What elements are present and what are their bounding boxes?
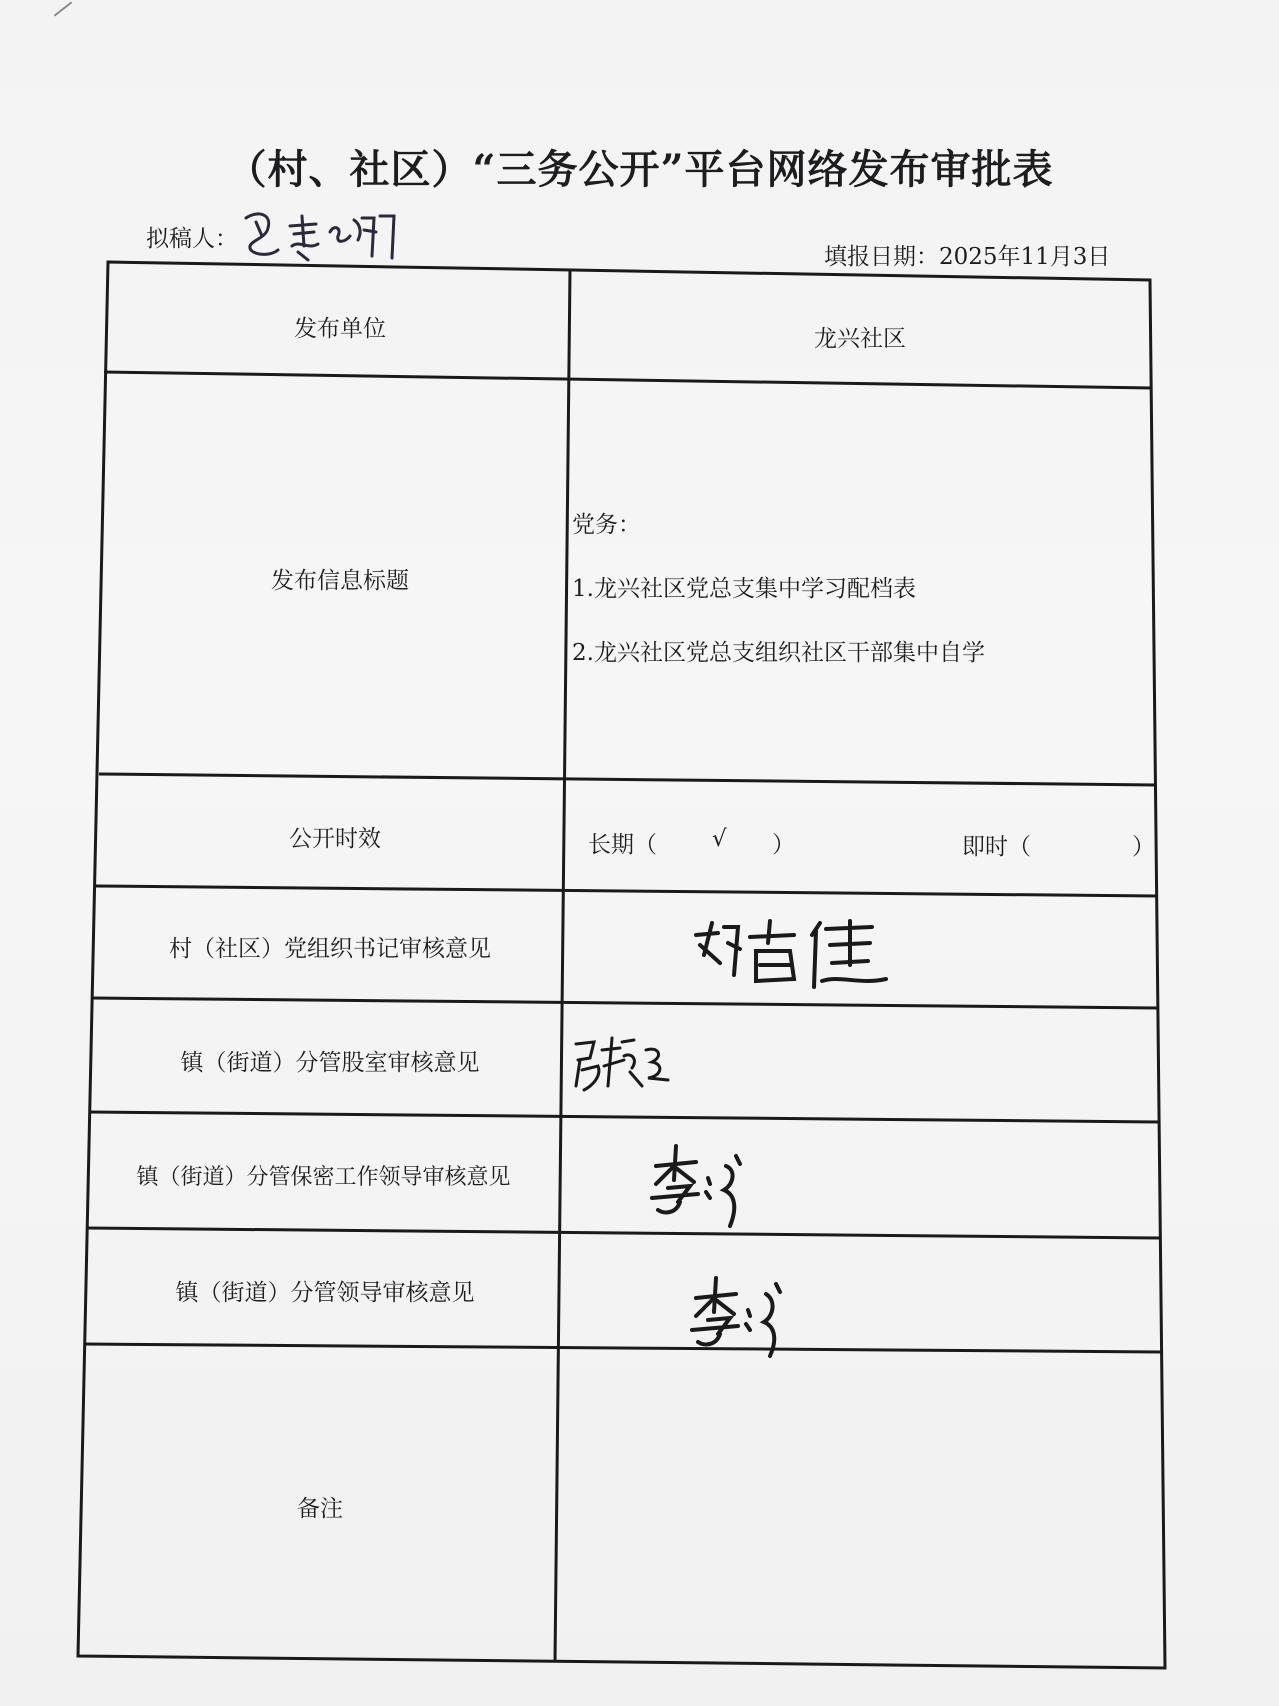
validity-long: 长期（ bbox=[588, 832, 657, 858]
info-title-item-1: 1.龙兴社区党总支集中学习配档表 bbox=[572, 576, 916, 602]
secrecy-leader-signature bbox=[650, 1140, 760, 1230]
town-leader-signature bbox=[690, 1272, 800, 1362]
town-leader-label: 镇（街道）分管领导审核意见 bbox=[175, 1280, 475, 1306]
validity-instant: 即时（ bbox=[962, 834, 1031, 860]
town-office-signature bbox=[572, 1030, 682, 1100]
validity-long-mark: √ bbox=[712, 826, 727, 852]
drafter-label: 拟稿人： bbox=[146, 226, 238, 252]
validity-instant-close: ） bbox=[1132, 834, 1155, 860]
secrecy-leader-label: 镇（街道）分管保密工作领导审核意见 bbox=[136, 1165, 511, 1190]
info-title-item-2: 2.龙兴社区党总支组织社区干部集中自学 bbox=[572, 640, 985, 666]
info-title-label: 发布信息标题 bbox=[271, 568, 409, 594]
publish-unit-value: 龙兴社区 bbox=[814, 326, 906, 352]
validity-label: 公开时效 bbox=[289, 826, 381, 852]
village-secretary-label: 村（社区）党组织书记审核意见 bbox=[169, 936, 491, 962]
village-secretary-signature bbox=[690, 915, 890, 995]
info-title-heading: 党务： bbox=[572, 512, 641, 538]
document-title: （村、社区）“三务公开”平台网络发布审批表 bbox=[226, 146, 1054, 193]
remarks-label: 备注 bbox=[297, 1496, 343, 1522]
validity-long-close: ） bbox=[772, 832, 795, 858]
publish-unit-label: 发布单位 bbox=[294, 316, 386, 342]
fill-date: 填报日期：2025年11月3日 bbox=[824, 244, 1111, 270]
town-office-label: 镇（街道）分管股室审核意见 bbox=[180, 1050, 480, 1076]
